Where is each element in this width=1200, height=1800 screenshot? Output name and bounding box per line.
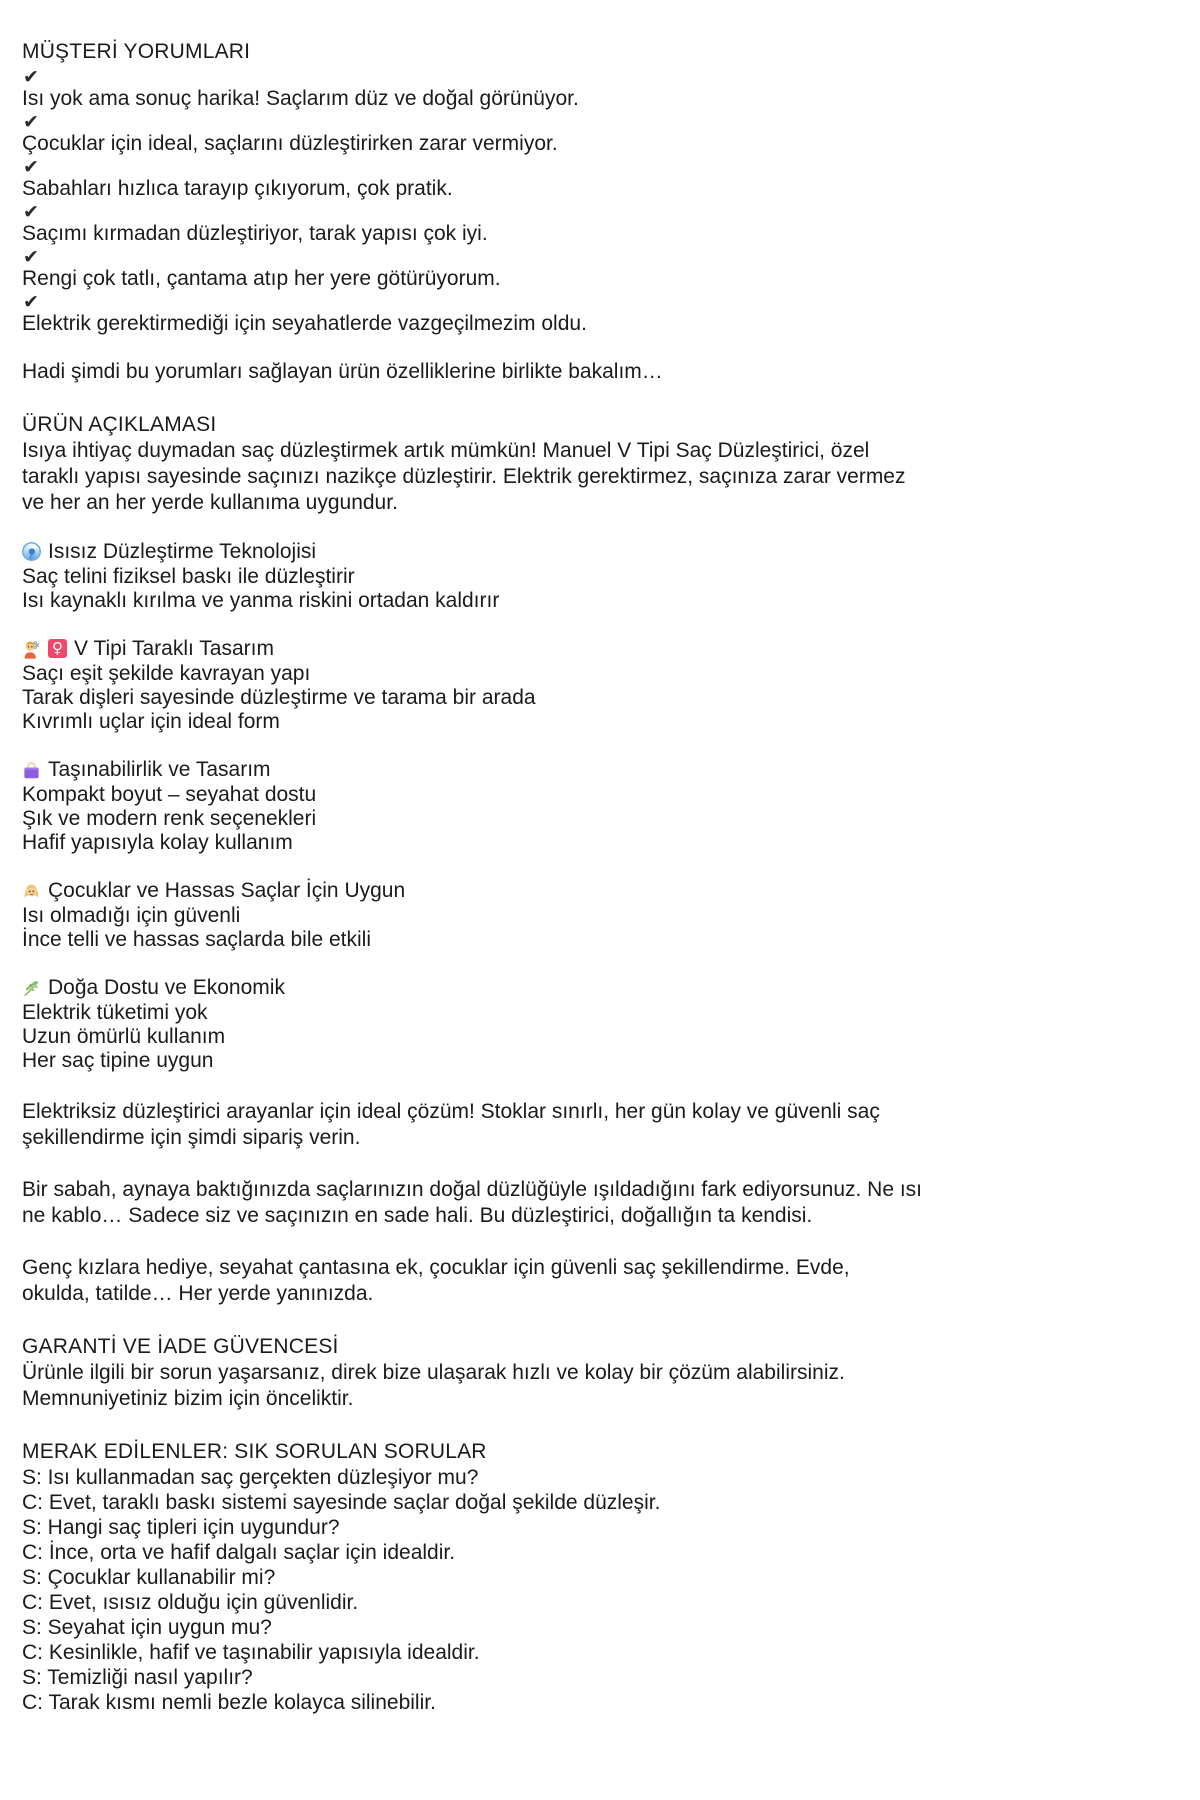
closing-line: ne kablo… Sadece siz ve saçınızın en sade hali. Bu düzleştirici, doğallığın ta kendisi. [22,1204,813,1227]
list-item [22,201,1060,247]
closing-line: okulda, tatilde… Her yerde yanınızda. [22,1282,374,1305]
feature-title: Isısız Düzleştirme Teknolojisi [48,540,317,563]
list-item [22,291,1060,337]
check-icon: ✔ [23,291,39,313]
review-text: Isı yok ama sonuç harika! Saçlarım düz ve doğal görünüyor. [22,87,579,110]
warranty-line: Ürünle ilgili bir sorun yaşarsanız, direk bize ulaşarak hızlı ve kolay bir çözüm alabilirsiniz. [22,1361,845,1384]
feature-bullets [22,662,1060,734]
faq-heading: MERAK EDİLENLER: SIK SORULAN SORULAR [22,1440,487,1463]
feature-block-heatless-technology [22,538,1060,613]
faq-answer: C: İnce, orta ve hafif dalgalı saçlar için idealdir. [22,1541,456,1564]
reviews-heading: MÜŞTERİ YORUMLARI [22,40,251,63]
faq-answer: C: Evet, ısısız olduğu için güvenlidir. [22,1591,359,1614]
list-item [22,156,1060,202]
haircut-person-icon [22,639,41,658]
faq-section [22,1438,1060,1715]
handbag-icon [22,760,41,779]
feature-heading [22,877,1060,904]
feature-heading [22,635,1060,662]
feature-bullet: Kıvrımlı uçlar için ideal form [22,710,280,733]
feature-bullet: Saçı eşit şekilde kavrayan yapı [22,662,311,685]
feature-block-v-comb-design [22,635,1060,734]
feature-bullet: Elektrik tüketimi yok [22,1001,208,1024]
feature-bullets [22,565,1060,613]
faq-question: S: Çocuklar kullanabilir mi? [22,1566,276,1589]
description-line: ve her an her yerde kullanıma uygundur. [22,491,398,514]
feature-bullets [22,904,1060,952]
closing-line: Bir sabah, aynaya baktığınızda saçlarınızın doğal düzlüğüyle ışıldadığını fark ediyorsunuz. Ne ısı [22,1178,923,1201]
review-text: Sabahları hızlıca tarayıp çıkıyorum, çok pratik. [22,177,453,200]
check-icon: ✔ [23,66,39,88]
check-icon: ✔ [23,156,39,178]
faq-question: S: Seyahat için uygun mu? [22,1616,272,1639]
closing-paragraph [22,1177,1060,1229]
check-icon: ✔ [23,201,39,223]
closing-paragraph [22,1255,1060,1307]
feature-bullet: Saç telini fiziksel baskı ile düzleştirir [22,565,355,588]
feature-bullet: Isı olmadığı için güvenli [22,904,241,927]
list-item [22,246,1060,292]
feature-bullet: Her saç tipine uygun [22,1049,214,1072]
description-line: Isıya ihtiyaç duymadan saç düzleştirmek artık mümkün! Manuel V Tipi Saç Düzleştirici, özel [22,439,870,462]
feature-title: Taşınabilirlik ve Tasarım [48,758,271,781]
feature-bullets [22,783,1060,855]
feature-heading [22,756,1060,783]
check-icon: ✔ [23,111,39,133]
faq-answer: C: Kesinlikle, hafif ve taşınabilir yapısıyla idealdir. [22,1641,480,1664]
customer-reviews-section [22,38,1060,385]
warranty-section [22,1333,1060,1412]
description-line: taraklı yapısı sayesinde saçınızı nazikçe düzleştirir. Elektrik gerektirmez, saçınıza zarar vermez [22,465,906,488]
faq-question: S: Hangi saç tipleri için uygundur? [22,1516,340,1539]
closing-line: Genç kızlara hediye, seyahat çantasına ek, çocuklar için güvenli saç şekillendirme. Evde, [22,1256,850,1279]
faq-question: S: Isı kullanmadan saç gerçekten düzleşiyor mu? [22,1466,479,1489]
feature-bullet: Hafif yapısıyla kolay kullanım [22,831,293,854]
closing-paragraph [22,1099,1060,1151]
feature-bullet: Tarak dişleri sayesinde düzleştirme ve tarama bir arada [22,686,536,709]
list-item [22,111,1060,157]
reviews-list [22,66,1060,337]
product-description-section [22,411,1060,516]
review-text: Elektrik gerektirmediği için seyahatlerde vazgeçilmezim oldu. [22,312,587,335]
feature-bullet: Şık ve modern renk seçenekleri [22,807,317,830]
warranty-line: Memnuniyetiniz bizim için önceliktir. [22,1387,354,1410]
feature-bullet: Kompakt boyut – seyahat dostu [22,783,317,806]
feature-bullet: Isı kaynaklı kırılma ve yanma riskini ortadan kaldırır [22,589,500,612]
feature-bullet: Uzun ömürlü kullanım [22,1025,226,1048]
feature-block-portability [22,756,1060,855]
closing-line: şekillendirme için şimdi sipariş verin. [22,1126,361,1149]
feature-bullets [22,1001,1060,1073]
review-text: Rengi çok tatlı, çantama atıp her yere götürüyorum. [22,267,501,290]
feature-heading [22,974,1060,1001]
girl-icon [22,881,41,900]
feature-block-kids-sensitive-hair [22,877,1060,952]
check-icon: ✔ [23,246,39,268]
female-sign-icon: ♀ [48,639,67,658]
feature-bullet: İnce telli ve hassas saçlarda bile etkili [22,928,372,951]
feature-block-eco-friendly [22,974,1060,1073]
cyclone-icon [22,542,41,561]
warranty-heading: GARANTİ VE İADE GÜVENCESİ [22,1335,339,1358]
herb-icon [22,978,41,997]
feature-title: Doğa Dostu ve Ekonomik [48,976,285,999]
feature-title: V Tipi Taraklı Tasarım [74,637,274,660]
closing-line: Elektriksiz düzleştirici arayanlar için ideal çözüm! Stoklar sınırlı, her gün kolay ve güvenli saç [22,1100,880,1123]
feature-title: Çocuklar ve Hassas Saçlar İçin Uygun [48,879,406,902]
review-text: Çocuklar için ideal, saçlarını düzleştirirken zarar vermiyor. [22,132,558,155]
faq-answer: C: Evet, taraklı baskı sistemi sayesinde saçlar doğal şekilde düzleşir. [22,1491,661,1514]
description-heading: ÜRÜN AÇIKLAMASI [22,413,217,436]
list-item [22,66,1060,112]
faq-question: S: Temizliği nasıl yapılır? [22,1666,253,1689]
faq-answer: C: Tarak kısmı nemli bezle kolayca silinebilir. [22,1691,436,1714]
feature-heading [22,538,1060,565]
reviews-transition-text: Hadi şimdi bu yorumları sağlayan ürün özelliklerine birlikte bakalım… [22,360,663,383]
review-text: Saçımı kırmadan düzleştiriyor, tarak yapısı çok iyi. [22,222,488,245]
